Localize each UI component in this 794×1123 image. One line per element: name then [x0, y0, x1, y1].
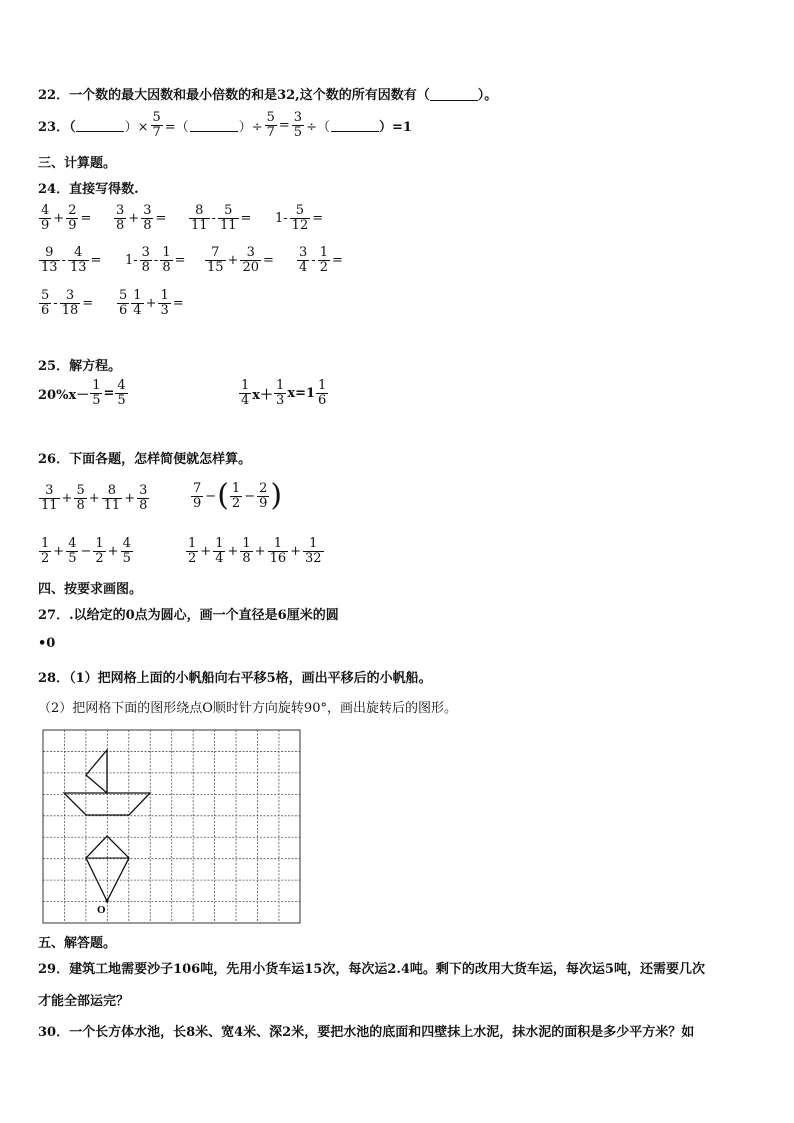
fraction: $\frac{1}{4}$: [241, 378, 250, 408]
fraction: $\frac{1}{16}$: [269, 536, 287, 566]
fraction: $\frac{1}{2}$: [319, 245, 328, 275]
fraction: $\frac{1}{6}$: [318, 378, 327, 408]
calc-item: $\frac{5}{6}$ - $\frac{3}{18}$ =: [41, 288, 94, 318]
fraction: $\frac{3}{18}$: [61, 288, 79, 318]
q26-expr-d: $\frac{1}{2}$ + $\frac{1}{4}$ + $\frac{1}{8}$ + $\frac{1}{16}$ + $\frac{1}{32}$: [188, 536, 322, 566]
fraction: $\frac{3}{8}$: [141, 245, 150, 275]
answer-blank[interactable]: [331, 119, 379, 132]
fraction: $\frac{7}{15}$: [207, 245, 224, 275]
equation-1: 20%x－ $\frac{1}{5}$ = $\frac{4}{5}$: [38, 378, 126, 408]
fraction: $\frac{4}{5}$: [122, 536, 131, 566]
fraction: $\frac{5}{8}$: [76, 483, 85, 513]
fraction: $\frac{1}{3}$: [160, 288, 169, 318]
calc-item: $\frac{9}{13}$ - $\frac{4}{13}$ =: [41, 245, 102, 275]
question-26-title: 26．下面各题，怎样简便就怎样算。: [38, 452, 252, 467]
fraction: $\frac{4}{9}$: [41, 203, 50, 233]
fraction: $\frac{4}{5}$: [68, 536, 77, 566]
fraction: $\frac{1}{3}$: [276, 378, 285, 408]
question-28-part-1: 28．（1）把网格上面的小帆船向右平移5格，画出平移后的小帆船。: [38, 671, 432, 686]
fraction: $\frac{1}{4}$: [133, 288, 142, 318]
rotation-point-o: [105, 899, 108, 902]
fraction: $\frac{3}{4}$: [299, 245, 308, 275]
fraction: $\frac{3}{20}$: [242, 245, 259, 275]
calc-item: 1- $\frac{3}{8}$ - $\frac{1}{8}$ =: [125, 245, 186, 275]
calc-item: $\frac{5}{6}$ $\frac{1}{4}$ + $\frac{1}{3}$ =: [119, 288, 184, 318]
fraction: $\frac{8}{11}$: [103, 483, 121, 513]
fraction: $\frac{1}{2}$: [188, 536, 197, 566]
fraction: $\frac{1}{32}$: [305, 536, 322, 566]
fraction: $\frac{1}{4}$: [215, 536, 224, 566]
fraction: $\frac{3}{8}$: [143, 203, 152, 233]
fraction: $\frac{8}{11}$: [191, 203, 208, 233]
answer-blank[interactable]: [76, 119, 124, 132]
question-22: 22．一个数的最大因数和最小倍数的和是32,这个数的所有因数有（ ）。: [38, 88, 498, 103]
answer-blank[interactable]: [430, 88, 478, 101]
q26-expr-b: $\frac{7}{9}$ − ( $\frac{1}{2}$ − $\frac{2}{9}$ ): [193, 478, 283, 513]
question-29-line-2: 才能全部运完？: [38, 994, 130, 1009]
question-23: 23．（ ）× $\frac{5}{7}$ =（ ）÷ $\frac{5}{7}$ = $\frac{3}{5}$ ÷（ ）=1: [38, 110, 412, 140]
q24-row-3: [38, 289, 216, 317]
answer-blank[interactable]: [190, 119, 238, 132]
fraction: $\frac{5}{6}$: [41, 288, 50, 318]
fraction: $\frac{2}{9}$: [68, 203, 77, 233]
section-heading-3: 三、计算题。: [38, 156, 117, 171]
q24-row-2: [38, 246, 376, 274]
sailboat-sail: [86, 750, 107, 793]
fraction: $\frac{1}{5}$: [92, 378, 101, 408]
q26-expr-c: $\frac{1}{2}$ + $\frac{4}{5}$ − $\frac{1}{2}$ + $\frac{4}{5}$: [41, 536, 131, 566]
point-o-label: O: [97, 904, 106, 916]
calc-item: $\frac{8}{11}$ - $\frac{5}{11}$ =: [191, 203, 252, 233]
fraction: $\frac{1}{2}$: [41, 536, 50, 566]
section-heading-5: 五、解答题。: [38, 936, 117, 951]
q24-row-1: [38, 204, 354, 232]
right-paren: ): [270, 478, 283, 513]
question-29-line-1: 29．建筑工地需要沙子106吨，先用小货车运15次，每次运2.4吨。剩下的改用大货车运，每次运5吨，还需要几次: [38, 962, 705, 977]
fraction: $\frac{1}{8}$: [242, 536, 251, 566]
fraction: $\frac{1}{2}$: [95, 536, 104, 566]
q26-expr-a: $\frac{3}{11}$ + $\frac{5}{8}$ + $\frac{8}{11}$ + $\frac{3}{8}$: [41, 483, 148, 513]
question-25-title: 25．解方程。: [38, 359, 122, 374]
calc-item: $\frac{7}{15}$ + $\frac{3}{20}$ =: [207, 245, 274, 275]
fraction: $\frac{5}{12}$: [291, 203, 309, 233]
fraction: $\frac{3}{8}$: [139, 483, 148, 513]
fraction: $\frac{1}{8}$: [162, 245, 171, 275]
fraction: $\frac{4}{13}$: [69, 245, 87, 275]
section-heading-4: 四、按要求画图。: [38, 582, 143, 597]
equation-2: $\frac{1}{4}$ x＋ $\frac{1}{3}$ x=1 $\frac{1}{6}$: [241, 378, 327, 408]
calc-item: $\frac{4}{9}$ + $\frac{2}{9}$ =: [41, 203, 92, 233]
fraction: $\frac{5}{7}$: [152, 110, 161, 140]
center-point-0: •0: [38, 636, 56, 651]
fraction: $\frac{4}{5}$: [117, 378, 126, 408]
fraction: $\frac{1}{2}$: [231, 480, 241, 511]
fraction: $\frac{2}{9}$: [259, 480, 268, 511]
fraction: $\frac{3}{11}$: [41, 483, 58, 513]
question-27: 27．.以给定的0点为圆心，画一个直径是6厘米的圆: [38, 608, 339, 623]
question-24-title: 24．直接写得数.: [38, 182, 139, 197]
fraction: $\frac{3}{8}$: [116, 203, 125, 233]
calc-item: $\frac{3}{4}$ - $\frac{1}{2}$ =: [299, 245, 343, 275]
fraction: $\frac{5}{11}$: [219, 203, 237, 233]
question-30-line-1: 30．一个长方体水池，长8米、宽4米、深2米，要把水池的底面和四壁抹上水泥，抹水泥的面积是多少平方米？如: [38, 1025, 695, 1040]
left-paren: (: [217, 478, 229, 513]
drawing-grid[interactable]: [42, 729, 302, 925]
fraction: $\frac{9}{13}$: [41, 245, 58, 275]
fraction: $\frac{5}{7}$: [266, 110, 275, 140]
calc-item: $\frac{3}{8}$ + $\frac{3}{8}$ =: [116, 203, 167, 233]
fraction: $\frac{3}{5}$: [293, 110, 303, 140]
question-28-part-2: （2）把网格下面的图形绕点O顺时针方向旋转90°，画出旋转后的图形。: [38, 701, 457, 716]
calc-item: 1- $\frac{5}{12}$ =: [275, 203, 324, 233]
fraction: $\frac{5}{6}$: [119, 288, 128, 318]
fraction: $\frac{7}{9}$: [193, 480, 202, 511]
